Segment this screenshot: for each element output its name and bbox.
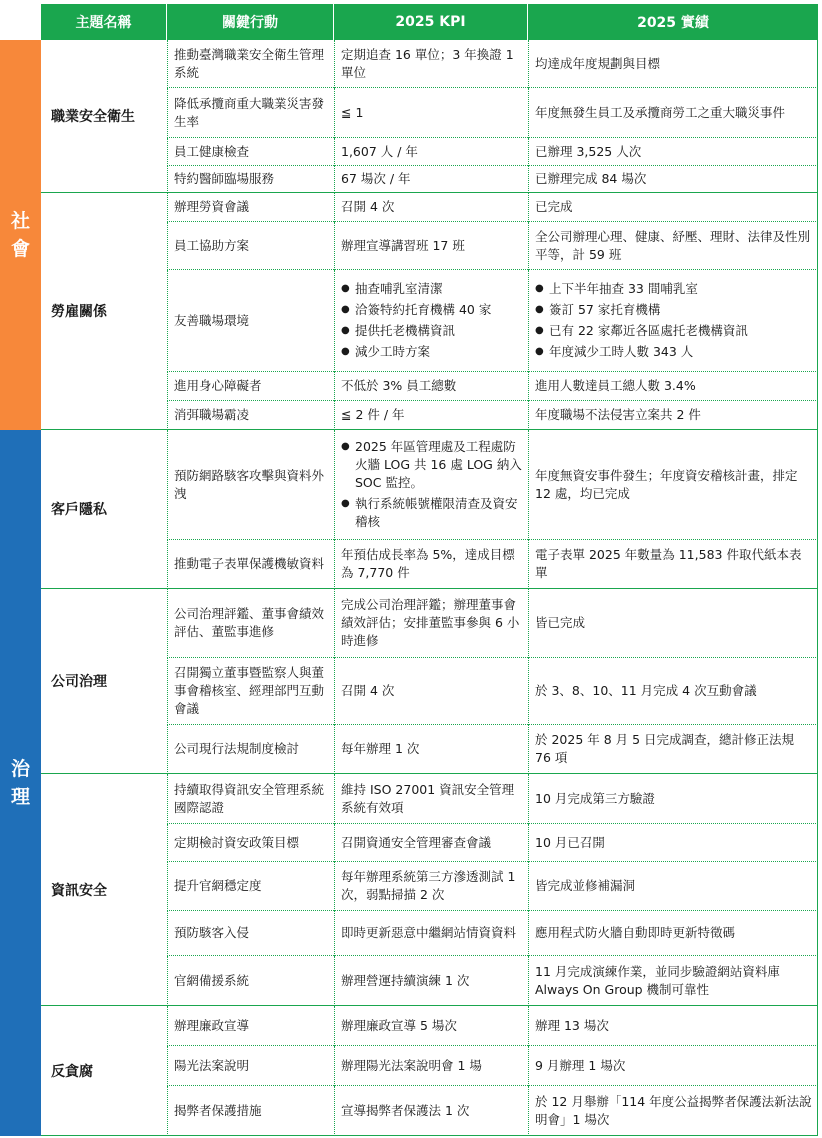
result-cell: 年度無資安事件發生；年度資安稽核計畫，排定 12 處，均已完成 [528, 430, 818, 540]
category-governance [0, 430, 41, 1136]
category-label: 治理 [10, 758, 30, 808]
result-cell: 已辦理完成 84 場次 [528, 166, 818, 193]
action-cell: 友善職場環境 [167, 270, 334, 372]
category-label: 社會 [10, 210, 30, 260]
action-cell: 官網備援系統 [167, 956, 334, 1006]
action-cell: 預防駭客入侵 [167, 911, 334, 956]
kpi-cell: 不低於 3% 員工總數 [334, 372, 528, 401]
topic-labor-relations: 勞雇關係 [41, 193, 167, 430]
list-item: ● 執行系統帳號權限清查及資安稽核 [341, 495, 522, 531]
kpi-cell: 67 場次 / 年 [334, 166, 528, 193]
action-cell: 揭弊者保護措施 [167, 1086, 334, 1136]
result-cell: 10 月完成第三方驗證 [528, 774, 818, 824]
action-cell: 預防網路駭客攻擊與資料外洩 [167, 430, 334, 540]
result-cell: 已辦理 3,525 人次 [528, 138, 818, 166]
kpi-cell: 維持 ISO 27001 資訊安全管理系統有效項 [334, 774, 528, 824]
action-cell: 陽光法案說明 [167, 1046, 334, 1086]
result-cell: 9 月辦理 1 場次 [528, 1046, 818, 1086]
kpi-cell: 定期追查 16 單位；3 年換證 1 單位 [334, 40, 528, 88]
action-cell: 特約醫師臨場服務 [167, 166, 334, 193]
list-item: ● 2025 年區管理處及工程處防火牆 LOG 共 16 處 LOG 納入 SOC 監控。 [341, 438, 522, 492]
list-item: ● 提供托老機構資訊 [341, 322, 491, 340]
result-cell: 於 3、8、10、11 月完成 4 次互動會議 [528, 658, 818, 725]
kpi-cell: 即時更新惡意中繼網站情資資料 [334, 911, 528, 956]
list-item: ● 洽簽特約托育機構 40 家 [341, 301, 491, 319]
result-cell: 辦理 13 場次 [528, 1006, 818, 1046]
kpi-cell [334, 270, 528, 372]
list-item: ● 上下半年抽查 33 間哺乳室 [535, 280, 748, 298]
topic-customer-privacy: 客戶隱私 [41, 430, 167, 589]
action-cell: 推動電子表單保護機敏資料 [167, 540, 334, 589]
kpi-cell: ≦ 1 [334, 88, 528, 138]
kpi-cell: ≦ 2 件 / 年 [334, 401, 528, 430]
kpi-cell: 1,607 人 / 年 [334, 138, 528, 166]
result-cell: 進用人數達員工總人數 3.4% [528, 372, 818, 401]
topic-corporate-governance: 公司治理 [41, 589, 167, 774]
list-item: ● 年度減少工時人數 343 人 [535, 343, 748, 361]
result-cell: 皆完成並修補漏洞 [528, 862, 818, 911]
topic-information-security: 資訊安全 [41, 774, 167, 1006]
result-cell: 年度無發生員工及承攬商勞工之重大職災事件 [528, 88, 818, 138]
kpi-cell: 辦理營運持續演練 1 次 [334, 956, 528, 1006]
action-cell: 公司現行法規制度檢討 [167, 725, 334, 774]
topic-occupational-safety: 職業安全衛生 [41, 40, 167, 193]
result-cell: 電子表單 2025 年數量為 11,583 件取代紙本表單 [528, 540, 818, 589]
list-item: ● 已有 22 家鄰近各區處托老機構資訊 [535, 322, 748, 340]
action-cell: 進用身心障礙者 [167, 372, 334, 401]
action-cell: 持續取得資訊安全管理系統國際認證 [167, 774, 334, 824]
action-cell: 員工健康檢查 [167, 138, 334, 166]
header-result: 2025 實績 [528, 4, 818, 40]
kpi-cell [334, 430, 528, 540]
header-action: 關鍵行動 [167, 4, 334, 40]
header-kpi: 2025 KPI [334, 4, 528, 40]
action-cell: 提升官網穩定度 [167, 862, 334, 911]
kpi-cell: 每年辦理系統第三方滲透測試 1 次，弱點掃描 2 次 [334, 862, 528, 911]
action-cell: 辦理廉政宣導 [167, 1006, 334, 1046]
list-item: ● 減少工時方案 [341, 343, 491, 361]
kpi-cell: 辦理廉政宣導 5 場次 [334, 1006, 528, 1046]
kpi-cell: 辦理陽光法案說明會 1 場 [334, 1046, 528, 1086]
kpi-cell: 辦理宣導講習班 17 班 [334, 222, 528, 270]
action-cell: 推動臺灣職業安全衛生管理系統 [167, 40, 334, 88]
action-cell: 公司治理評鑑、董事會績效評估、董監事進修 [167, 589, 334, 658]
kpi-cell: 年預估成長率為 5%，達成目標為 7,770 件 [334, 540, 528, 589]
result-cell: 皆已完成 [528, 589, 818, 658]
action-cell: 員工協助方案 [167, 222, 334, 270]
result-cell: 應用程式防火牆自動即時更新特徵碼 [528, 911, 818, 956]
table-right-border [817, 40, 818, 1136]
list-item: ● 抽查哺乳室清潔 [341, 280, 491, 298]
kpi-cell: 每年辦理 1 次 [334, 725, 528, 774]
result-cell [528, 270, 818, 372]
header-topic: 主題名稱 [41, 4, 167, 40]
action-cell: 辦理勞資會議 [167, 193, 334, 222]
result-cell: 年度職場不法侵害立案共 2 件 [528, 401, 818, 430]
result-cell: 均達成年度規劃與目標 [528, 40, 818, 88]
result-cell: 已完成 [528, 193, 818, 222]
result-list [535, 277, 748, 364]
kpi-cell: 召開資通安全管理審查會議 [334, 824, 528, 862]
list-item: ● 簽訂 57 家托育機構 [535, 301, 748, 319]
kpi-cell: 召開 4 次 [334, 658, 528, 725]
result-cell: 於 2025 年 8 月 5 日完成調查，總計修正法規 76 項 [528, 725, 818, 774]
result-cell: 全公司辦理心理、健康、紓壓、理財、法律及性別平等，計 59 班 [528, 222, 818, 270]
kpi-cell: 完成公司治理評鑑；辦理董事會績效評估；安排董監事參與 6 小時進修 [334, 589, 528, 658]
topic-anti-corruption: 反貪腐 [41, 1006, 167, 1136]
kpi-cell: 宣導揭弊者保護法 1 次 [334, 1086, 528, 1136]
action-cell: 降低承攬商重大職業災害發生率 [167, 88, 334, 138]
result-cell: 於 12 月舉辦「114 年度公益揭弊者保護法新法說明會」1 場次 [528, 1086, 818, 1136]
result-cell: 10 月已召開 [528, 824, 818, 862]
category-social [0, 40, 41, 430]
result-cell: 11 月完成演練作業，並同步驗證網站資料庫 Always On Group 機制可靠性 [528, 956, 818, 1006]
action-cell: 消弭職場霸凌 [167, 401, 334, 430]
action-cell: 召開獨立董事暨監察人與董事會稽核室、經理部門互動會議 [167, 658, 334, 725]
kpi-list [341, 277, 491, 364]
kpi-list [341, 435, 522, 534]
kpi-cell: 召開 4 次 [334, 193, 528, 222]
action-cell: 定期檢討資安政策目標 [167, 824, 334, 862]
